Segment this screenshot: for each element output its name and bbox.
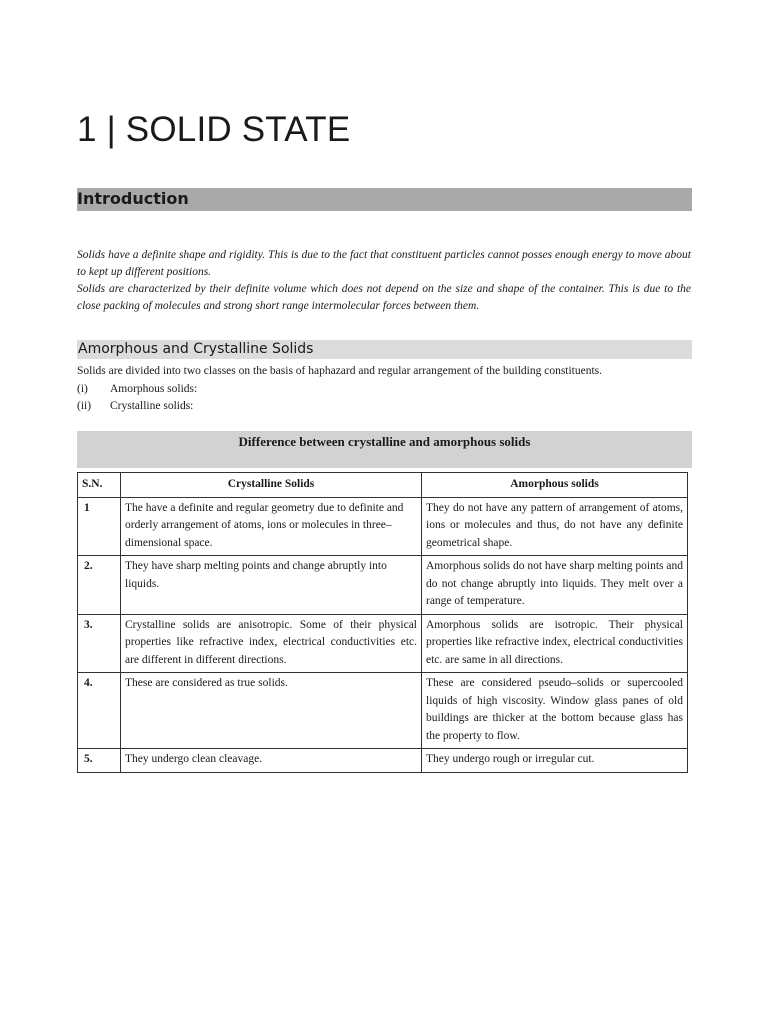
list-item-number: (i) xyxy=(77,382,88,395)
row-amorphous: Amorphous solids are isotropic. Their physical properties like refractive index, electrical conductivities etc. are same in all directions. xyxy=(422,614,688,673)
list-item xyxy=(77,398,691,416)
table-header-row xyxy=(78,473,688,498)
comparison-table xyxy=(77,472,688,773)
table-row xyxy=(78,556,688,615)
row-amorphous: They do not have any pattern of arrangement of atoms, ions or molecules and thus, do not have any definite geometrical shape. xyxy=(422,497,688,556)
list-item xyxy=(77,381,691,399)
row-sn: 3. xyxy=(78,614,121,673)
table-row xyxy=(78,614,688,673)
list-item-text: Amorphous solids: xyxy=(110,382,198,395)
amorphous-crystalline-heading: Amorphous and Crystalline Solids xyxy=(77,340,692,359)
row-crystalline: They undergo clean cleavage. xyxy=(121,749,422,773)
row-amorphous: They undergo rough or irregular cut. xyxy=(422,749,688,773)
row-sn: 1 xyxy=(78,497,121,556)
row-sn: 5. xyxy=(78,749,121,773)
row-crystalline: They have sharp melting points and change abruptly into liquids. xyxy=(121,556,422,615)
introduction-heading: Introduction xyxy=(77,188,692,211)
table-caption: Difference between crystalline and amorphous solids xyxy=(77,431,692,468)
row-crystalline: These are considered as true solids. xyxy=(121,673,422,749)
table-row xyxy=(78,673,688,749)
intro-paragraph-1: Solids have a definite shape and rigidity. This is due to the fact that constituent particles cannot posses enough energy to move about to kept up different positions. xyxy=(77,249,691,278)
table-row xyxy=(78,497,688,556)
row-amorphous: These are considered pseudo–solids or supercooled liquids of high viscosity. Window glass panes of old buildings are thicker at the bottom because glass has the property to flow. xyxy=(422,673,688,749)
header-crystalline: Crystalline Solids xyxy=(121,473,422,498)
row-crystalline: Crystalline solids are anisotropic. Some of their physical properties like refractive index, electrical conductivities etc. are different in different directions. xyxy=(121,614,422,673)
row-crystalline: The have a definite and regular geometry due to definite and orderly arrangement of atoms, ions or molecules in three–dimensional space. xyxy=(121,497,422,556)
header-sn: S.N. xyxy=(78,473,121,498)
introduction-text xyxy=(77,247,691,315)
list-item-text: Crystalline solids: xyxy=(110,400,194,412)
row-sn: 2. xyxy=(78,556,121,615)
header-amorphous: Amorphous solids xyxy=(422,473,688,498)
classes-intro: Solids are divided into two classes on the basis of haphazard and regular arrangement of the building constituents. xyxy=(77,365,603,377)
row-sn: 4. xyxy=(78,673,121,749)
chapter-title: 1 | SOLID STATE xyxy=(77,110,351,149)
intro-paragraph-2: Solids are characterized by their definite volume which does not depend on the size and shape of the container. This is due to the close packing of molecules and strong short range intermolecular forces between them. xyxy=(77,283,691,312)
classes-section xyxy=(77,363,691,416)
row-amorphous: Amorphous solids do not have sharp melting points and do not change abruptly into liquids. They melt over a range of temperature. xyxy=(422,556,688,615)
table-row xyxy=(78,749,688,773)
list-item-number: (ii) xyxy=(77,400,92,412)
